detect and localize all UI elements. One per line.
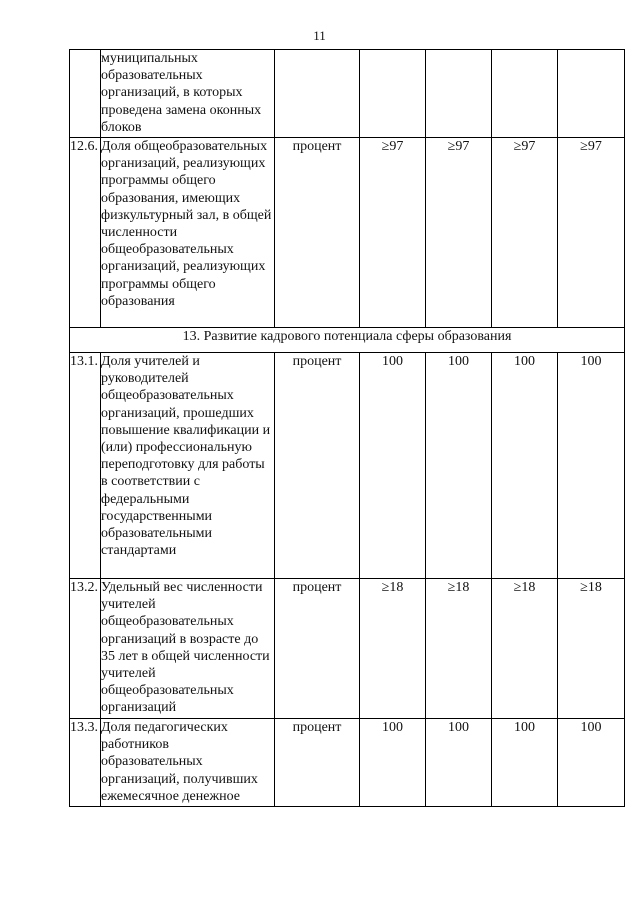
indicator-name: муниципальных образовательных организаций, в которых проведена замена оконных блоков	[101, 50, 275, 138]
row-number: 13.3.	[70, 719, 101, 807]
table-row	[70, 353, 625, 579]
indicator-value: ≥18	[426, 579, 492, 719]
indicator-unit	[275, 50, 360, 138]
row-number	[70, 50, 101, 138]
indicator-value: 100	[360, 719, 426, 807]
page-number: 11	[313, 28, 326, 43]
indicator-value	[426, 50, 492, 138]
row-number: 12.6.	[70, 138, 101, 328]
indicator-name: Доля общеобразовательных организаций, реализующих программы общего образования, имеющих физкультурный зал, в общей численности общеобразовательных организаций, реализующих программы общего образования	[101, 138, 275, 328]
indicator-value	[492, 50, 558, 138]
row-number: 13.2.	[70, 579, 101, 719]
indicator-value: 100	[492, 353, 558, 579]
indicator-value: ≥97	[492, 138, 558, 328]
indicator-value: 100	[558, 719, 625, 807]
indicator-name: Доля учителей и руководителей общеобразовательных организаций, прошедших повышение квалификации и (или) профессиональную переподготовку для работы в соответствии с федеральными государственными образовательными стандартами	[101, 353, 275, 579]
indicator-value: ≥97	[360, 138, 426, 328]
row-number: 13.1.	[70, 353, 101, 579]
table-row	[70, 138, 625, 328]
indicator-value: 100	[426, 719, 492, 807]
indicator-value: ≥18	[492, 579, 558, 719]
indicator-unit: процент	[275, 138, 360, 328]
indicator-value	[360, 50, 426, 138]
indicator-name: Доля педагогических работников образовательных организаций, получивших ежемесячное денежное	[101, 719, 275, 807]
indicator-value: 100	[360, 353, 426, 579]
indicator-value: 100	[558, 353, 625, 579]
indicator-value: ≥18	[360, 579, 426, 719]
table-row	[70, 719, 625, 807]
indicators-table	[69, 49, 625, 807]
table-row	[70, 50, 625, 138]
indicator-name: Удельный вес численности учителей общеобразовательных организаций в возрасте до 35 лет в общей численности учителей общеобразовательных организаций	[101, 579, 275, 719]
indicator-unit: процент	[275, 353, 360, 579]
indicator-value: ≥97	[558, 138, 625, 328]
section-header-row	[70, 328, 625, 353]
section-title: 13. Развитие кадрового потенциала сферы образования	[70, 328, 625, 353]
indicator-value: ≥18	[558, 579, 625, 719]
indicator-value: 100	[426, 353, 492, 579]
indicator-unit: процент	[275, 579, 360, 719]
indicator-value: ≥97	[426, 138, 492, 328]
indicator-value	[558, 50, 625, 138]
indicator-unit: процент	[275, 719, 360, 807]
indicator-value: 100	[492, 719, 558, 807]
table-row	[70, 579, 625, 719]
